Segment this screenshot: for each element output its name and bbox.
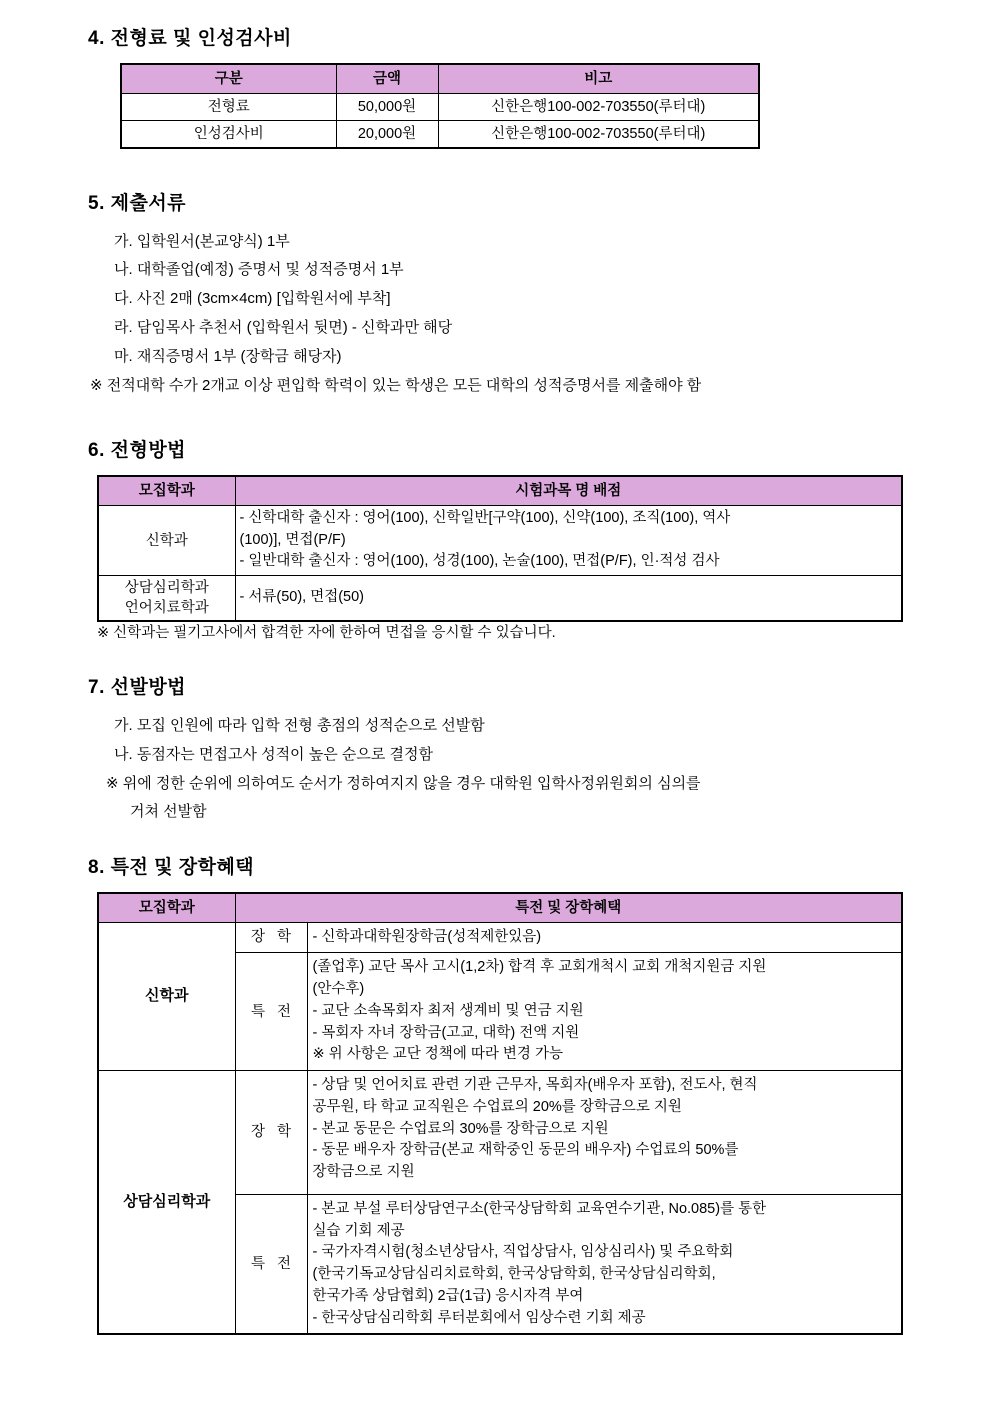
benefits-cell-text-counseling-scholarship bbox=[307, 1071, 902, 1195]
benefit-line: 장학금으로 지원 bbox=[312, 1164, 415, 1181]
table-row bbox=[121, 120, 759, 148]
table-row bbox=[98, 922, 902, 953]
method-line: (100)], 면접(P/F) bbox=[239, 531, 346, 548]
fees-cell-category: 인성검사비 bbox=[121, 120, 336, 148]
table-header-row bbox=[121, 64, 759, 94]
table-header-row bbox=[98, 476, 902, 506]
section-benefits bbox=[88, 857, 932, 1336]
documents-note: ※ 전적대학 수가 2개교 이상 편입학 학력이 있는 학생은 모든 대학의 성적증명서를 제출해야 함 bbox=[90, 376, 702, 394]
benefits-cell-kind-privilege: 특 전 bbox=[235, 1194, 307, 1334]
table-row bbox=[98, 1071, 902, 1195]
benefit-line: - 본교 동문은 수업료의 30%를 장학금으로 지원 bbox=[312, 1120, 609, 1137]
method-dept-line: 상담심리학과 bbox=[124, 580, 209, 597]
section-selection bbox=[88, 677, 932, 826]
benefit-line: 실습 기회 제공 bbox=[312, 1222, 405, 1239]
table-row bbox=[98, 576, 902, 622]
section-documents bbox=[88, 193, 932, 400]
method-line: - 일반대학 출신자 : 영어(100), 성경(100), 논술(100), 면접(P/F), 인·적성 검사 bbox=[239, 553, 720, 570]
benefits-table bbox=[97, 892, 903, 1336]
benefit-line: (졸업후) 교단 목사 고시(1,2차) 합격 후 교회개척시 교회 개척지원금 지원 bbox=[312, 959, 767, 976]
benefit-line: - 신학과대학원장학금(성적제한있음) bbox=[312, 928, 542, 945]
benefits-cell-dept-counseling: 상담심리학과 bbox=[98, 1071, 235, 1335]
benefit-line: - 목회자 자녀 장학금(고교, 대학) 전액 지원 bbox=[312, 1024, 580, 1041]
benefit-line: ※ 위 사항은 교단 정책에 따라 변경 가능 bbox=[312, 1046, 563, 1063]
section-method-title: 6. 전형방법 bbox=[88, 440, 187, 462]
fees-header-amount: 금액 bbox=[336, 64, 438, 94]
table-header-row bbox=[98, 893, 902, 923]
list-item: 나. 동점자는 면접고사 성적이 높은 순으로 결정함 bbox=[114, 746, 433, 764]
benefit-line: (안수후) bbox=[312, 981, 365, 998]
benefits-cell-text-theology-scholarship bbox=[307, 922, 902, 953]
benefits-header-dept: 모집학과 bbox=[98, 893, 235, 923]
benefit-line: - 국가자격시험(청소년상담사, 직업상담사, 임상심리사) 및 주요학회 bbox=[312, 1244, 734, 1261]
method-cell-dept-counseling-speech bbox=[98, 576, 235, 622]
benefits-cell-dept-theology: 신학과 bbox=[98, 922, 235, 1071]
method-header-dept: 모집학과 bbox=[98, 476, 235, 506]
method-line: - 신학대학 출신자 : 영어(100), 신학일반[구약(100), 신약(100), 조직(100), 역사 bbox=[239, 509, 731, 526]
section-benefits-title: 8. 특전 및 장학혜택 bbox=[88, 856, 255, 878]
fees-table bbox=[120, 63, 760, 149]
method-line: - 서류(50), 면접(50) bbox=[239, 589, 365, 606]
fees-cell-amount: 50,000원 bbox=[336, 93, 438, 120]
benefit-line: - 상담 및 언어치료 관련 기관 근무자, 목회자(배우자 포함), 전도사, 현직 bbox=[312, 1077, 758, 1094]
method-cell-subjects-counseling-speech bbox=[235, 576, 902, 622]
benefit-line: 한국가족 상담협회) 2급(1급) 응시자격 부여 bbox=[312, 1287, 584, 1304]
benefit-line: - 동문 배우자 장학금(본교 재학중인 동문의 배우자) 수업료의 50%를 bbox=[312, 1142, 739, 1159]
benefit-line: - 한국상담심리학회 루터분회에서 임상수련 기회 제공 bbox=[312, 1309, 646, 1326]
list-item: 라. 담임목사 추천서 (입학원서 뒷면) - 신학과만 해당 bbox=[114, 318, 453, 336]
method-cell-subjects-theology bbox=[235, 505, 902, 575]
list-item: 마. 재직증명서 1부 (장학금 해당자) bbox=[114, 347, 342, 365]
fees-header-remarks: 비고 bbox=[438, 64, 759, 94]
benefits-cell-kind-scholarship: 장 학 bbox=[235, 1071, 307, 1195]
table-row bbox=[121, 93, 759, 120]
method-footnote: ※ 신학과는 필기고사에서 합격한 자에 한하여 면접을 응시할 수 있습니다. bbox=[97, 625, 556, 642]
method-dept-line: 언어치료학과 bbox=[124, 600, 209, 617]
method-cell-dept-theology: 신학과 bbox=[98, 505, 235, 575]
method-header-subjects: 시험과목 명 배점 bbox=[235, 476, 902, 506]
benefits-cell-text-theology-privilege bbox=[307, 953, 902, 1071]
selection-note-line2: 거쳐 선발함 bbox=[130, 803, 207, 821]
benefit-line: - 교단 소속목회자 최저 생계비 및 연금 지원 bbox=[312, 1002, 584, 1019]
section-documents-title: 5. 제출서류 bbox=[88, 192, 187, 214]
spacer bbox=[313, 1184, 899, 1190]
fees-cell-category: 전형료 bbox=[121, 93, 336, 120]
benefits-cell-text-counseling-privilege bbox=[307, 1194, 902, 1334]
benefit-line: - 본교 부설 루터상담연구소(한국상담학회 교육연수기관, No.085)를 통한 bbox=[312, 1200, 767, 1217]
benefit-line: 공무원, 타 학교 교직원은 수업료의 20%를 장학금으로 지원 bbox=[312, 1098, 682, 1115]
fees-cell-remarks: 신한은행100-002-703550(루터대) bbox=[438, 120, 759, 148]
selection-note-line1: ※ 위에 정한 순위에 의하여도 순서가 정하여지지 않을 경우 대학원 입학사정위원회의 심의를 bbox=[106, 774, 701, 792]
table-row bbox=[98, 505, 902, 575]
section-selection-title: 7. 선발방법 bbox=[88, 677, 187, 699]
section-fees bbox=[88, 28, 932, 149]
benefits-cell-kind-scholarship: 장 학 bbox=[235, 922, 307, 953]
benefits-cell-kind-privilege: 특 전 bbox=[235, 953, 307, 1071]
method-table bbox=[97, 475, 903, 622]
list-item: 가. 모집 인원에 따라 입학 전형 총점의 성적순으로 선발함 bbox=[114, 717, 485, 735]
section-method bbox=[88, 440, 932, 643]
fees-cell-amount: 20,000원 bbox=[336, 120, 438, 148]
fees-cell-remarks: 신한은행100-002-703550(루터대) bbox=[438, 93, 759, 120]
section-fees-title: 4. 전형료 및 인성검사비 bbox=[88, 28, 292, 49]
list-item: 나. 대학졸업(예정) 증명서 및 성적증명서 1부 bbox=[114, 261, 404, 279]
fees-header-category: 구분 bbox=[121, 64, 336, 94]
selection-list bbox=[88, 712, 932, 770]
documents-list bbox=[88, 228, 932, 372]
benefit-line: (한국기독교상담심리치료학회, 한국상담학회, 한국상담심리학회, bbox=[312, 1266, 716, 1283]
list-item: 가. 입학원서(본교양식) 1부 bbox=[114, 232, 290, 250]
benefits-header-benefits: 특전 및 장학혜택 bbox=[235, 893, 902, 923]
list-item: 다. 사진 2매 (3cm×4cm) [입학원서에 부착] bbox=[114, 290, 391, 308]
